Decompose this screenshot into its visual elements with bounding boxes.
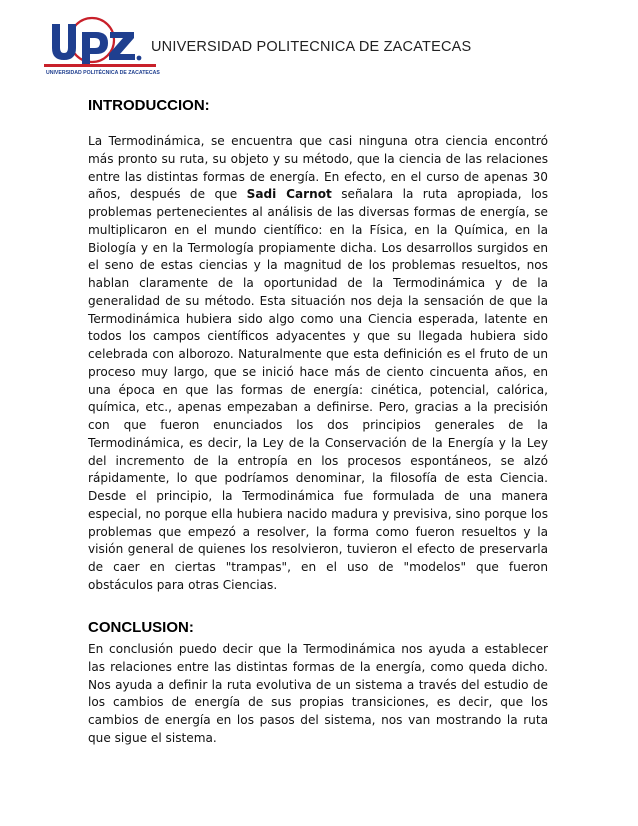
author-name-bold: Sadi Carnot [246,187,332,202]
university-title: UNIVERSIDAD POLITECNICA DE ZACATECAS [151,39,472,55]
conclusion-heading: CONCLUSION: [88,619,194,636]
conclusion-paragraph: En conclusión puedo decir que la Termodinámica nos ayuda a establecer las relaciones entre las distintas formas de la energía, como queda dicho. Nos ayuda a definir la ruta evolutiva de un sistema a través del estudio de los cambios de energía de sus propias transiciones, es decir, que los cambios de energía en los pasos del sistema, nos van mostrando la ruta que sigue el sistema. [88,642,548,745]
svg-text:UNIVERSIDAD POLITÉCNICA DE ZAC: UNIVERSIDAD POLITÉCNICA DE ZACATECAS [46,70,160,76]
introduccion-text-start: La Termodinámica, se encuentra que casi ninguna otra ciencia encontró más pronto su ruta, su objeto y su método, que la ciencia de las relaciones entre las distintas formas de energía. En efecto, en el curso de apenas 30 años, después de que [88,134,548,202]
university-logo [42,14,160,76]
upz-logo-icon [42,14,160,76]
introduccion-text-end: señalara la ruta apropiada, los problemas pertenecientes al análisis de las diversas formas de energía, se multiplicaron en el mundo científico: en la Física, en la Química, en la Biología y en la Termología propiamente dicha. Los desarrollos surgidos en el seno de estas ciencias y la magnitud de los problemas resueltos, nos hablan claramente de la oportunidad de la Termodinámica y de la generalidad de su método. Esta situación nos deja la sensación de que la Termodinámica hubiera sido algo como una Ciencia esperada, latente en todos los campos científicos adyacentes y que su llegada hubiera sido celebrada con alborozo. Naturalmente que esta definición es el fruto de un proceso muy largo, que se inició hace más de ciento cincuenta años, en una época en que las formas de energía: cinética, potencial, calórica, química, etc., apenas empezaban a definirse. Pero, gracias a la precisión con que fueron enunciados los dos principios generales de la Termodinámica, es decir, la Ley de la Conservación de la Energía y la Ley del incremento de la entropía en los procesos espontáneos, se alzó rápidamente, lo que podríamos denominar, la filosofía de esta Ciencia. Desde el principio, la Termodinámica fue formulada de una manera especial, no porque ella hubiera nacido madura y previsiva, sino porque los problemas que empezó a resolver, la forma como fueron resueltos y la visión general de quienes los resolvieron, tuvieron el efecto de preservarla de caer en ciertas "trampas", en el uso de "modelos" que fueron obstáculos para otras Ciencias. [88,187,549,592]
introduccion-heading: INTRODUCCION: [88,97,210,114]
introduccion-paragraph [88,133,548,595]
